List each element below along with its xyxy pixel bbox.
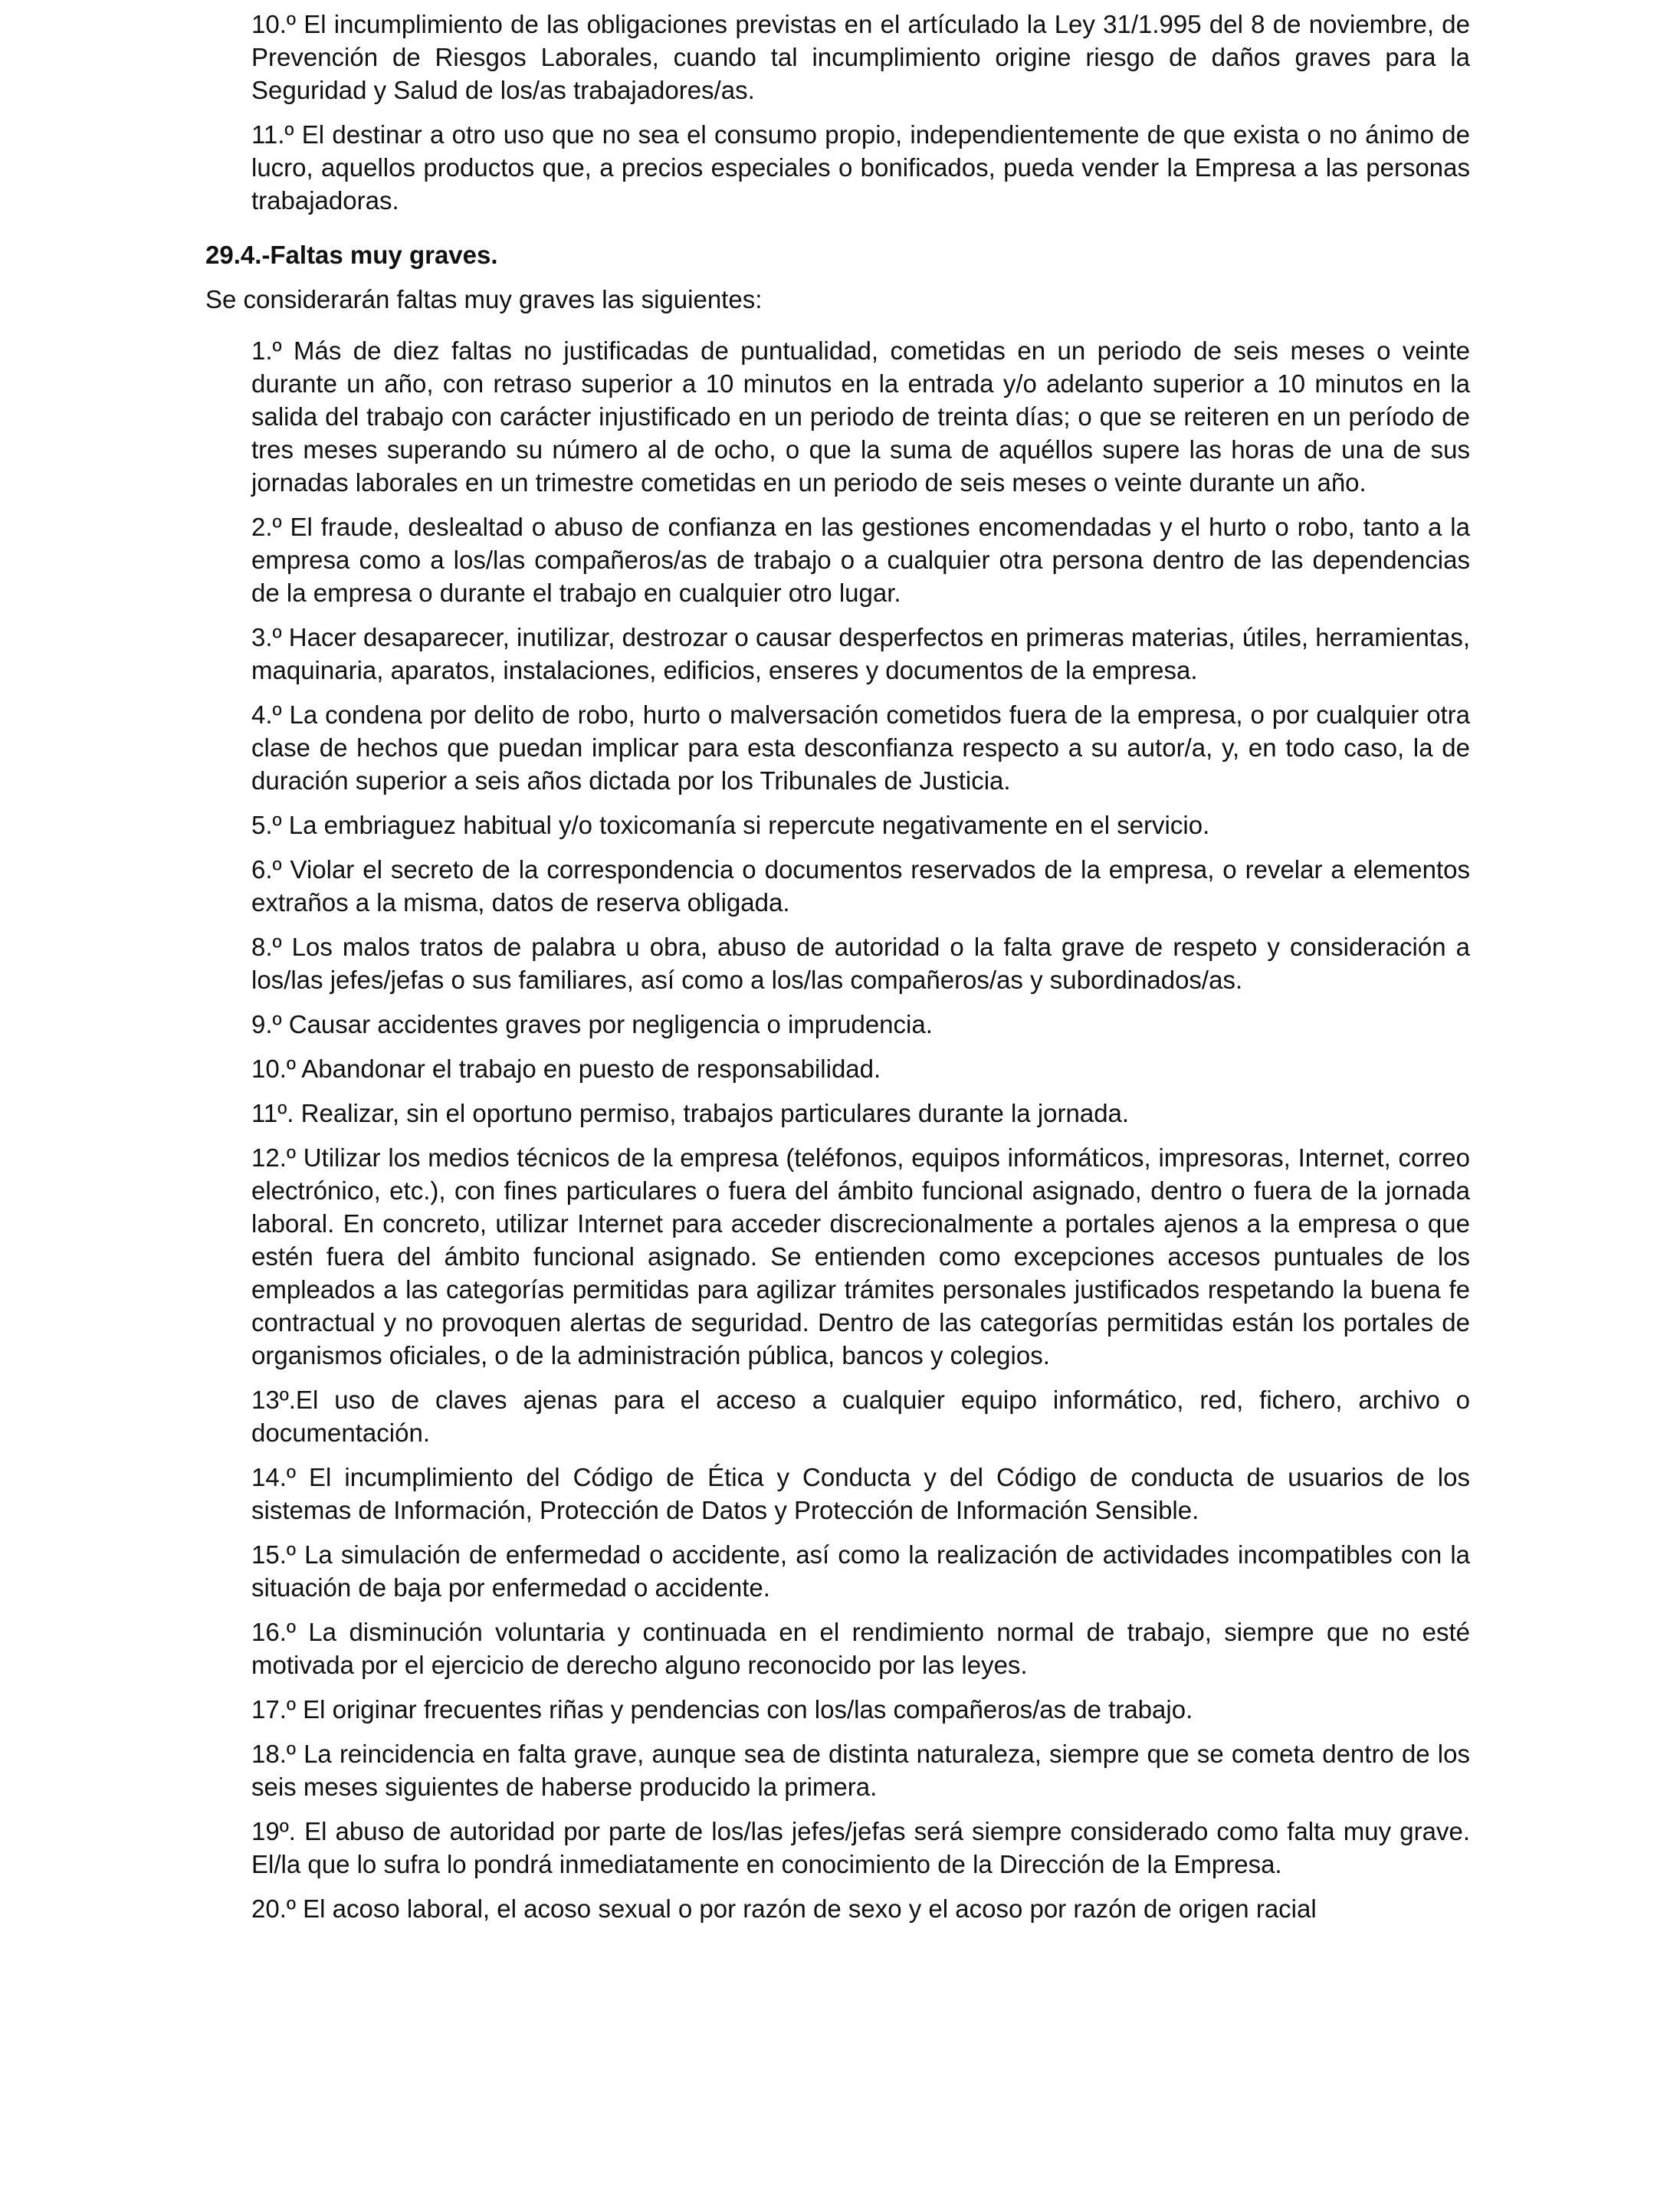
article-item: 20.º El acoso laboral, el acoso sexual o por razón de sexo y el acoso por razón de origen racial	[251, 1894, 1317, 1923]
article-item: 11º. Realizar, sin el oportuno permiso, trabajos particulares durante la jornada.	[251, 1099, 1130, 1127]
article-item: 5.º La embriaguez habitual y/o toxicomanía si repercute negativamente en el servicio.	[251, 811, 1210, 839]
article-item: 4.º La condena por delito de robo, hurto o malversación cometidos fuera de la empresa, o por cualquier otra clase de hechos que puedan implicar para esta desconfianza respecto a su autor/a, y, en todo caso, la de duración superior a seis años dictada por los Tribunales de Justicia.	[251, 700, 1470, 795]
article-item: 1.º Más de diez faltas no justificadas de puntualidad, cometidas en un periodo de seis meses o veinte durante un año, con retraso superior a 10 minutos en la entrada y/o adelanto superior a 10 minutos en la salida del trabajo con carácter injustificado en un periodo de treinta días; o que se reiteren en un período de tres meses superando su número al de ocho, o que la suma de aquéllos supere las horas de una de sus jornadas laborales en un trimestre cometidas en un periodo de seis meses o veinte durante un año.	[251, 336, 1470, 497]
section-intro: Se considerarán faltas muy graves las siguientes:	[205, 285, 763, 313]
article-item: 15.º La simulación de enfermedad o accidente, así como la realización de actividades incompatibles con la situación de baja por enfermedad o accidente.	[251, 1540, 1470, 1602]
article-item: 3.º Hacer desaparecer, inutilizar, destrozar o causar desperfectos en primeras materias, útiles, herramientas, maquinaria, aparatos, instalaciones, edificios, enseres y documentos de la empresa.	[251, 623, 1470, 684]
article-item: 14.º El incumplimiento del Código de Ética y Conducta y del Código de conducta de usuarios de los sistemas de Información, Protección de Datos y Protección de Información Sensible.	[251, 1463, 1470, 1524]
article-item: 13º.El uso de claves ajenas para el acceso a cualquier equipo informático, red, fichero, archivo o documentación.	[251, 1386, 1470, 1447]
article-item: 10.º Abandonar el trabajo en puesto de responsabilidad.	[251, 1055, 881, 1083]
article-item: 19º. El abuso de autoridad por parte de los/las jefes/jefas será siempre considerado como falta muy grave. El/la que lo sufra lo pondrá inmediatamente en conocimiento de la Dirección de la Empresa.	[251, 1817, 1470, 1878]
article-item: 6.º Violar el secreto de la correspondencia o documentos reservados de la empresa, o revelar a elementos extraños a la misma, datos de reserva obligada.	[251, 855, 1470, 917]
article-item: 18.º La reincidencia en falta grave, aunque sea de distinta naturaleza, siempre que se cometa dentro de los seis meses siguientes de haberse producido la primera.	[251, 1740, 1470, 1801]
article-item: 11.º El destinar a otro uso que no sea el consumo propio, independientemente de que exista o no ánimo de lucro, aquellos productos que, a precios especiales o bonificados, pueda vender la Empresa a las personas trabajadoras.	[251, 120, 1470, 215]
article-item: 17.º El originar frecuentes riñas y pendencias con los/las compañeros/as de trabajo.	[251, 1695, 1193, 1724]
article-item: 16.º La disminución voluntaria y continuada en el rendimiento normal de trabajo, siempre que no esté motivada por el ejercicio de derecho alguno reconocido por las leyes.	[251, 1618, 1470, 1679]
article-item: 12.º Utilizar los medios técnicos de la empresa (teléfonos, equipos informáticos, impresoras, Internet, correo electrónico, etc.), con fines particulares o fuera del ámbito funcional asignado, dentro o fuera de la jornada laboral. En concreto, utilizar Internet para acceder discrecionalmente a portales ajenos a la empresa o que estén fuera del ámbito funcional asignado. Se entienden como excepciones accesos puntuales de los empleados a las categorías permitidas para agilizar trámites personales justificados respetando la buena fe contractual y no provoquen alertas de seguridad. Dentro de las categorías permitidas están los portales de organismos oficiales, o de la administración pública, bancos y colegios.	[251, 1143, 1470, 1369]
article-item: 9.º Causar accidentes graves por negligencia o imprudencia.	[251, 1010, 933, 1038]
article-item: 2.º El fraude, deslealtad o abuso de confianza en las gestiones encomendadas y el hurto o robo, tanto a la empresa como a los/las compañeros/as de trabajo o a cualquier otra persona dentro de las dependencias de la empresa o durante el trabajo en cualquier otro lugar.	[251, 513, 1470, 607]
section-heading: 29.4.-Faltas muy graves.	[205, 241, 498, 269]
article-item: 10.º El incumplimiento de las obligaciones previstas en el artículado la Ley 31/1.995 del 8 de noviembre, de Prevención de Riesgos Laborales, cuando tal incumplimiento origine riesgo de daños graves para la Seguridad y Salud de los/as trabajadores/as.	[251, 10, 1470, 104]
document-page	[205, 8, 1470, 1925]
article-item: 8.º Los malos tratos de palabra u obra, abuso de autoridad o la falta grave de respeto y consideración a los/las jefes/jefas o sus familiares, así como a los/las compañeros/as y subordinados/as.	[251, 933, 1470, 994]
